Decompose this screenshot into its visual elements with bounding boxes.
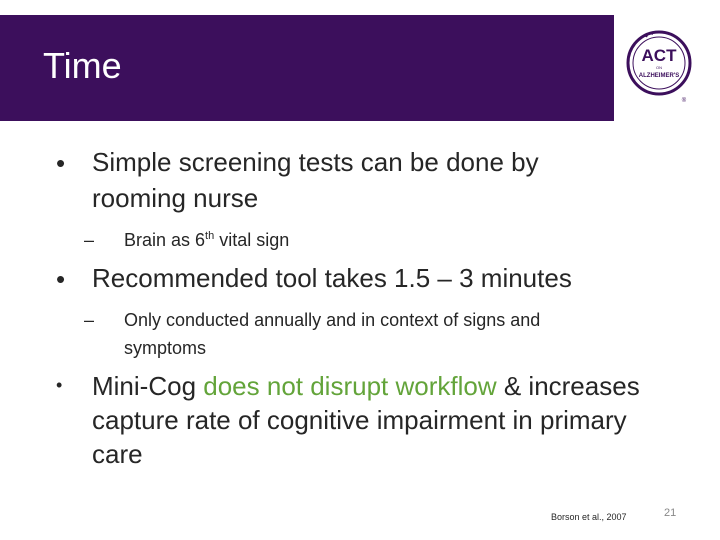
sub-bullet-marker: – <box>84 230 95 250</box>
slide-title: Time <box>43 45 122 86</box>
logo-registered: ® <box>681 98 687 104</box>
bullet-marker: • <box>56 148 66 178</box>
bullet-3-line-1 <box>92 369 640 403</box>
superscript-th: th <box>205 230 215 242</box>
sub-bullet-2-line-1: Only conducted annually and in context of signs and <box>124 310 541 330</box>
bullet-3-line-2: capture rate of cognitive impairment in primary <box>92 405 627 435</box>
sub-bullet-2-line-2: symptoms <box>124 338 207 358</box>
bullet-3-highlight: does not disrupt workflow <box>203 371 497 401</box>
bullet-3-text-end: & increases <box>496 371 640 401</box>
bullet-2-text: Recommended tool takes 1.5 – 3 minutes <box>92 263 572 293</box>
sub-text-after-sup: vital sign <box>214 230 290 250</box>
logo-text-small1: ON <box>656 65 662 70</box>
sub-bullet-marker: – <box>84 310 95 330</box>
bullet-marker: • <box>56 264 66 294</box>
bullet-marker: • <box>56 375 63 395</box>
bullet-3-text-start: Mini-Cog <box>92 371 204 401</box>
logo-text-small2: ALZHEIMER'S <box>638 73 680 79</box>
bullet-3-line-3: care <box>92 439 143 469</box>
sub-text-before-sup: Brain as 6 <box>124 230 206 250</box>
citation: Borson et al., 2007 <box>551 512 627 522</box>
bullet-1-line-2: rooming nurse <box>92 183 259 213</box>
bullet-1-line-1: Simple screening tests can be done by <box>92 147 539 177</box>
page-number: 21 <box>664 507 677 519</box>
logo-text-main: ACT <box>641 46 677 65</box>
sub-bullet-brain-vital-sign <box>124 228 289 252</box>
